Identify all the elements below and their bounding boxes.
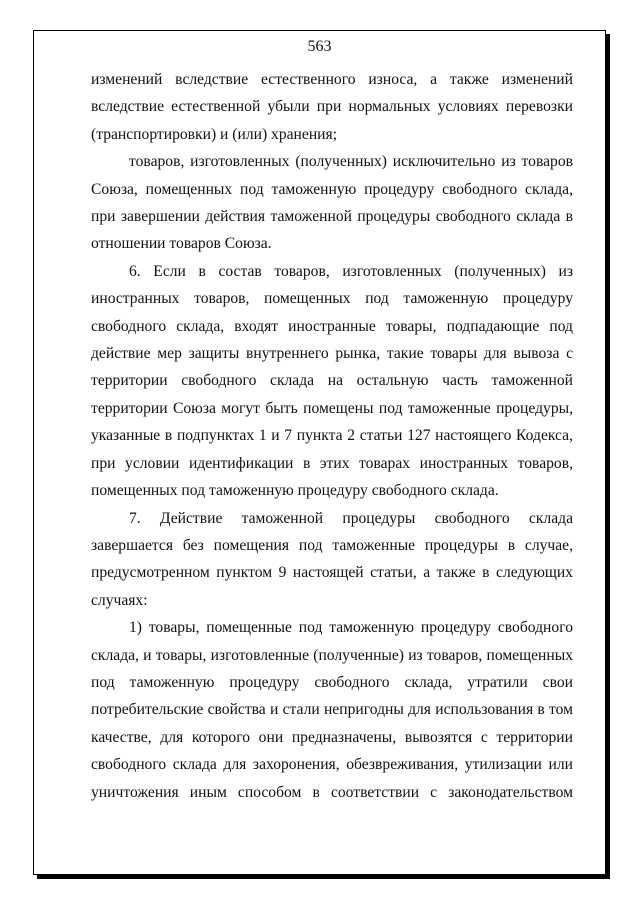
page-body [91, 66, 573, 806]
paragraph-item-6: 6. Если в состав товаров, изготовленных (полученных) из иностранных товаров, помещенных под таможенную процедуру свободного склада, входят иностранные товары, подпадающие под действие мер защиты внутреннего рынка, такие товары для вывоза с территории свободного склада на остальную часть таможенной территории Союза могут быть помещены под таможенные процедуры, указанные в подпунктах 1 и 7 пункта 2 статьи 127 настоящего Кодекса, при условии идентификации в этих товарах иностранных товаров, помещенных под таможенную процедуру свободного склада. [91, 262, 573, 500]
page-number: 563 [307, 38, 332, 55]
paragraph-continuation: изменений вследствие естественного износа, а также изменений вследствие естественной убыли при нормальных условиях перевозки (транспортировки) и (или) хранения; [91, 71, 573, 143]
page-frame [33, 30, 606, 875]
paragraph-item-7: 7. Действие таможенной процедуры свободного склада завершается без помещения под таможенные процедуры в случае, предусмотренном пунктом 9 настоящей статьи, а также в следующих случаях: [91, 509, 573, 609]
paragraph-union-goods: товаров, изготовленных (полученных) исключительно из товаров Союза, помещенных под таможенную процедуру свободного склада, при завершении действия таможенной процедуры свободного склада в отношении товаров Союза. [91, 153, 573, 253]
paragraph-subitem-1: 1) товары, помещенные под таможенную процедуру свободного склада, и товары, изготовленные (полученные) из товаров, помещенных под таможенную процедуру свободного склада, утратили свои потребительские свойства и стали непригодны для использования в том качестве, для которого они предназначены, вывозятся с территории свободного склада для захоронения, обезвреживания, утилизации или уничтожения иным способом в соответствии с законодательством [91, 619, 573, 801]
